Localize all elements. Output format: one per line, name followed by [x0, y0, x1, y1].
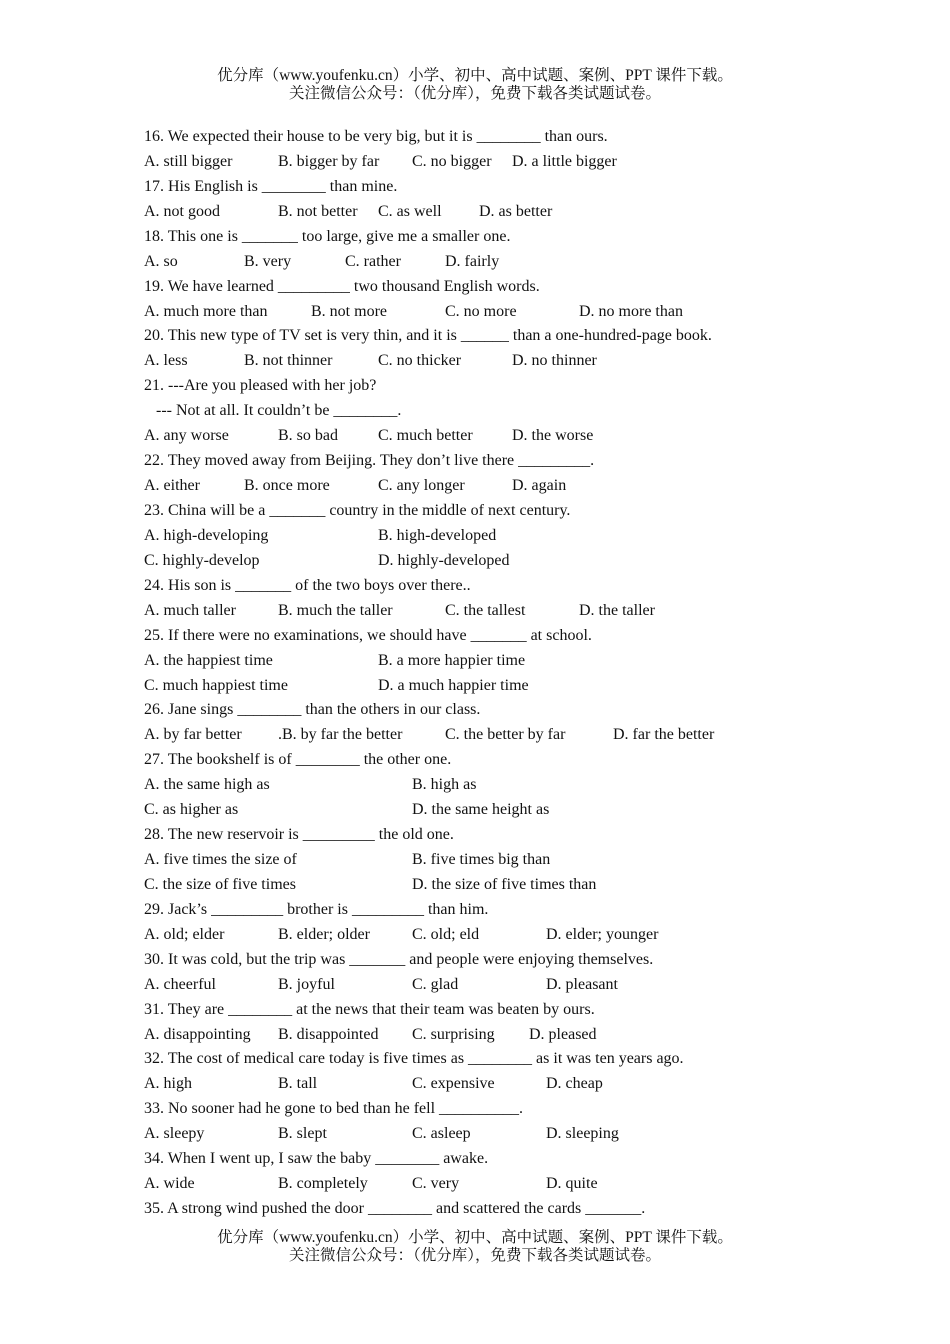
answer-options	[144, 598, 844, 623]
answer-option: B. high-developed	[378, 526, 497, 544]
answer-option: A. the same high as	[144, 776, 270, 794]
answer-option: C. very	[412, 1175, 460, 1193]
answer-option: C. glad	[412, 975, 459, 993]
answer-options	[144, 972, 844, 997]
answer-option: B. joyful	[278, 975, 335, 993]
question-stem: 31. They are ________ at the news that their team was beaten by ours.	[144, 1000, 595, 1018]
question-stem: 21. ---Are you pleased with her job?	[144, 377, 377, 395]
answer-option: B. not thinner	[244, 352, 333, 370]
answer-option: C. no bigger	[412, 152, 492, 170]
answer-options	[144, 423, 844, 448]
answer-option: C. the better by far	[445, 726, 566, 744]
answer-options	[144, 1171, 844, 1196]
answer-option: B. completely	[278, 1175, 368, 1193]
answer-option: A. either	[144, 477, 200, 494]
answer-options	[144, 922, 844, 947]
header-line-2: 关注微信公众号：（优分库），免费下载各类试题试卷。	[288, 85, 661, 102]
answer-option: B. once more	[244, 477, 330, 494]
question-stem: 35. A strong wind pushed the door ________ and scattered the cards _______.	[144, 1200, 646, 1217]
answer-option: C. as well	[378, 202, 442, 220]
answer-option: B. so bad	[278, 427, 338, 445]
answer-option: D. far the better	[613, 726, 715, 744]
answer-options	[144, 299, 844, 324]
answer-options	[144, 1121, 844, 1146]
answer-option: A. sleepy	[144, 1125, 205, 1143]
answer-options	[144, 523, 844, 548]
question-stem: 29. Jack’s _________ brother is _________ than him.	[144, 900, 489, 918]
footer-line-2: 关注微信公众号：（优分库），免费下载各类试题试卷。	[288, 1247, 661, 1264]
answer-option: C. old; eld	[412, 925, 480, 943]
answer-options	[144, 548, 844, 573]
answer-options	[144, 348, 844, 373]
answer-option: D. a little bigger	[512, 152, 617, 170]
question-stem: 19. We have learned _________ two thousand English words.	[144, 277, 540, 295]
answer-option: C. surprising	[412, 1025, 495, 1043]
question-stem: 32. The cost of medical care today is five times as ________ as it was ten years ago.	[144, 1050, 684, 1068]
answer-option: B. very	[244, 252, 292, 270]
answer-options	[144, 722, 844, 747]
answer-option: A. still bigger	[144, 152, 233, 170]
answer-option: A. less	[144, 352, 188, 370]
answer-option: A. any worse	[144, 427, 229, 445]
answer-option: B. tall	[278, 1075, 318, 1093]
question-stem: 30. It was cold, but the trip was _______ and people were enjoying themselves.	[144, 950, 654, 968]
answer-option: D. as better	[479, 202, 553, 220]
question-stem: 24. His son is _______ of the two boys over there..	[144, 576, 471, 594]
page-footer	[0, 1229, 950, 1265]
answer-option: B. disappointed	[278, 1025, 379, 1043]
answer-option: B. five times big than	[412, 851, 551, 868]
answer-option: D. the taller	[579, 601, 655, 619]
answer-option: A. wide	[144, 1175, 195, 1193]
answer-option: B. slept	[278, 1125, 327, 1143]
answer-options	[144, 199, 844, 224]
answer-option: C. the tallest	[445, 601, 526, 619]
answer-options	[144, 1071, 844, 1096]
answer-option: A. cheerful	[144, 975, 216, 993]
answer-option: B. elder; older	[278, 925, 370, 943]
question-stem: 25. If there were no examinations, we should have _______ at school.	[144, 626, 592, 644]
answer-option: C. any longer	[378, 477, 465, 494]
question-stem: 18. This one is _______ too large, give me a smaller one.	[144, 227, 511, 245]
answer-option: D. pleased	[529, 1025, 597, 1043]
page-header	[0, 67, 950, 103]
answer-options	[144, 473, 844, 498]
answer-option: A. much taller	[144, 601, 236, 619]
question-stem: 23. China will be a _______ country in the middle of next century.	[144, 501, 571, 519]
header-line-1: 优分库（www.youfenku.cn）小学、初中、高中试题、案例、PPT 课件下载。	[217, 67, 733, 84]
answer-option: B. high as	[412, 776, 477, 794]
answer-option: B. not better	[278, 202, 358, 220]
answer-option: A. not good	[144, 202, 220, 220]
answer-option: D. the size of five times than	[412, 875, 597, 893]
answer-options	[144, 1022, 844, 1047]
answer-option: C. rather	[345, 252, 401, 270]
answer-option: A. five times the size of	[144, 851, 297, 868]
answer-option: D. quite	[546, 1175, 598, 1193]
question-stem: 22. They moved away from Beijing. They don’t live there _________.	[144, 452, 595, 470]
answer-option: A. high	[144, 1075, 192, 1093]
question-stem: 27. The bookshelf is of ________ the other one.	[144, 751, 452, 769]
answer-options	[144, 772, 844, 797]
answer-options	[144, 648, 844, 673]
answer-option: C. asleep	[412, 1125, 471, 1143]
answer-option: D. again	[512, 477, 567, 494]
answer-options	[144, 249, 844, 274]
answer-option: D. cheap	[546, 1075, 603, 1093]
answer-option: D. sleeping	[546, 1125, 619, 1143]
answer-option: A. by far better	[144, 726, 242, 744]
answer-option: C. highly-develop	[144, 551, 260, 569]
answer-option: D. elder; younger	[546, 925, 659, 943]
answer-option: D. fairly	[445, 252, 500, 270]
answer-option: D. the same height as	[412, 801, 550, 819]
answer-option: D. pleasant	[546, 975, 618, 993]
question-stem: 28. The new reservoir is _________ the old one.	[144, 826, 454, 843]
answer-option: .B. by far the better	[278, 726, 403, 744]
answer-option: B. much the taller	[278, 601, 393, 619]
answer-option: D. a much happier time	[378, 676, 529, 694]
footer-line-1: 优分库（www.youfenku.cn）小学、初中、高中试题、案例、PPT 课件下载。	[217, 1229, 733, 1246]
answer-options	[144, 847, 844, 872]
answer-option: C. much happiest time	[144, 676, 288, 694]
answer-option: B. a more happier time	[378, 651, 526, 669]
answer-option: D. no more than	[579, 302, 683, 320]
answer-option: A. disappointing	[144, 1025, 251, 1043]
answer-option: B. bigger by far	[278, 152, 380, 170]
answer-option: C. no more	[445, 302, 517, 320]
answer-options	[144, 149, 844, 174]
answer-option: D. the worse	[512, 427, 594, 445]
question-stem: 20. This new type of TV set is very thin, and it is ______ than a one-hundred-page book.	[144, 327, 712, 345]
question-stem: --- Not at all. It couldn’t be ________.	[156, 402, 402, 420]
answer-option: B. not more	[311, 302, 387, 320]
answer-option: A. much more than	[144, 302, 268, 320]
answer-option: C. the size of five times	[144, 875, 296, 893]
answer-option: C. no thicker	[378, 352, 462, 370]
answer-option: D. no thinner	[512, 352, 597, 370]
question-stem: 34. When I went up, I saw the baby ________ awake.	[144, 1150, 489, 1168]
answer-option: C. expensive	[412, 1075, 495, 1093]
answer-option: A. the happiest time	[144, 651, 273, 669]
question-stem: 26. Jane sings ________ than the others in our class.	[144, 701, 481, 719]
answer-option: A. so	[144, 252, 178, 270]
answer-options	[144, 673, 844, 698]
answer-option: C. much better	[378, 427, 473, 445]
answer-option: A. old; elder	[144, 925, 225, 943]
question-stem: 17. His English is ________ than mine.	[144, 177, 398, 195]
question-stem: 33. No sooner had he gone to bed than he fell __________.	[144, 1100, 524, 1118]
answer-option: A. high-developing	[144, 526, 269, 544]
answer-option: C. as higher as	[144, 801, 239, 819]
answer-options	[144, 797, 844, 822]
question-stem: 16. We expected their house to be very big, but it is ________ than ours.	[144, 128, 608, 145]
answer-options	[144, 872, 844, 897]
answer-option: D. highly-developed	[378, 551, 510, 569]
